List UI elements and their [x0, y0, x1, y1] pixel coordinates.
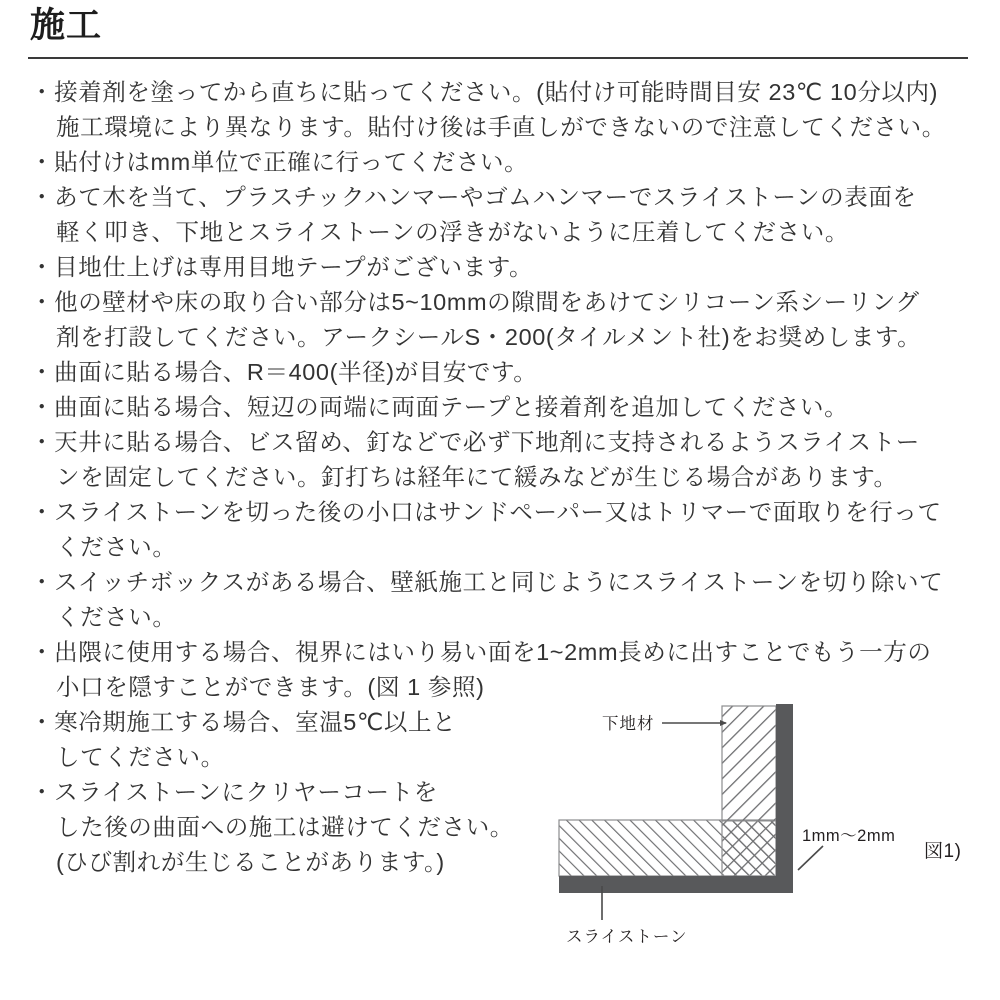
bullet-item-continuation: ください。	[56, 534, 177, 560]
bullet-item: ・出隈に使用する場合、視界にはいり易い面を1~2mm長めに出すことでもう一方の	[30, 639, 932, 665]
bullet-item: ・天井に貼る場合、ビス留め、釘などで必ず下地剤に支持されるようスライストー	[30, 429, 920, 455]
substrate-label: 下地材	[602, 715, 655, 733]
product-label: スライストーン	[566, 928, 688, 946]
slice-stone-horizontal	[559, 876, 793, 893]
bullet-item-continuation: してください。	[56, 744, 225, 770]
bullet-item-continuation: 施工環境により異なります。貼付け後は手直しができないので注意してください。	[56, 114, 946, 140]
bullet-item: ・寒冷期施工する場合、室温5℃以上と	[30, 709, 457, 735]
title-divider	[28, 57, 968, 59]
bullet-item-continuation: ンを固定してください。釘打ちは経年にて緩みなどが生じる場合があります。	[56, 464, 898, 490]
bullet-item-continuation: 軽く叩き、下地とスライストーンの浮きがないように圧着してください。	[56, 219, 849, 245]
bullet-item: ・あて木を当て、プラスチックハンマーやゴムハンマーでスライストーンの表面を	[30, 184, 917, 210]
bullet-item: ・スライストーンにクリヤーコートを	[30, 779, 438, 805]
figure-1	[540, 680, 1000, 980]
bullet-item-continuation: ください。	[56, 604, 177, 630]
bullet-item: ・スイッチボックスがある場合、壁紙施工と同じようにスライストーンを切り除いて	[30, 569, 944, 595]
substrate-leader	[662, 720, 727, 726]
bullet-item: ・目地仕上げは専用目地テープがございます。	[30, 254, 534, 280]
bullet-item-continuation: した後の曲面への施工は避けてください。	[56, 814, 514, 840]
bullet-item: ・接着剤を塗ってから直ちに貼ってください。(貼付け可能時間目安 23℃ 10分以内)	[30, 79, 939, 105]
bullet-item: ・スライストーンを切った後の小口はサンドペーパー又はトリマーで面取りを行って	[30, 499, 942, 525]
bullet-item: ・曲面に貼る場合、R＝400(半径)が目安です。	[30, 359, 538, 385]
bullet-item: ・他の壁材や床の取り合い部分は5~10mmの隙間をあけてシリコーン系シーリング	[30, 289, 920, 315]
figure-caption: 図1)	[924, 841, 962, 862]
page-title: 施工	[30, 6, 103, 45]
bullet-item: ・貼付けはmm単位で正確に行ってください。	[30, 149, 529, 175]
bullet-item-continuation: (ひび割れが生じることがあります。)	[56, 849, 445, 875]
gap-leader	[798, 846, 823, 870]
bullet-item-continuation: 小口を隠すことができます。(図 1 参照)	[56, 674, 485, 700]
bullet-item: ・曲面に貼る場合、短辺の両端に両面テープと接着剤を追加してください。	[30, 394, 849, 420]
gap-label: 1mm～2mm	[802, 827, 896, 845]
slice-stone-vertical	[776, 704, 793, 879]
bullet-item-continuation: 剤を打設してください。アークシールS・200(タイルメント社)をお奨めします。	[56, 324, 922, 350]
